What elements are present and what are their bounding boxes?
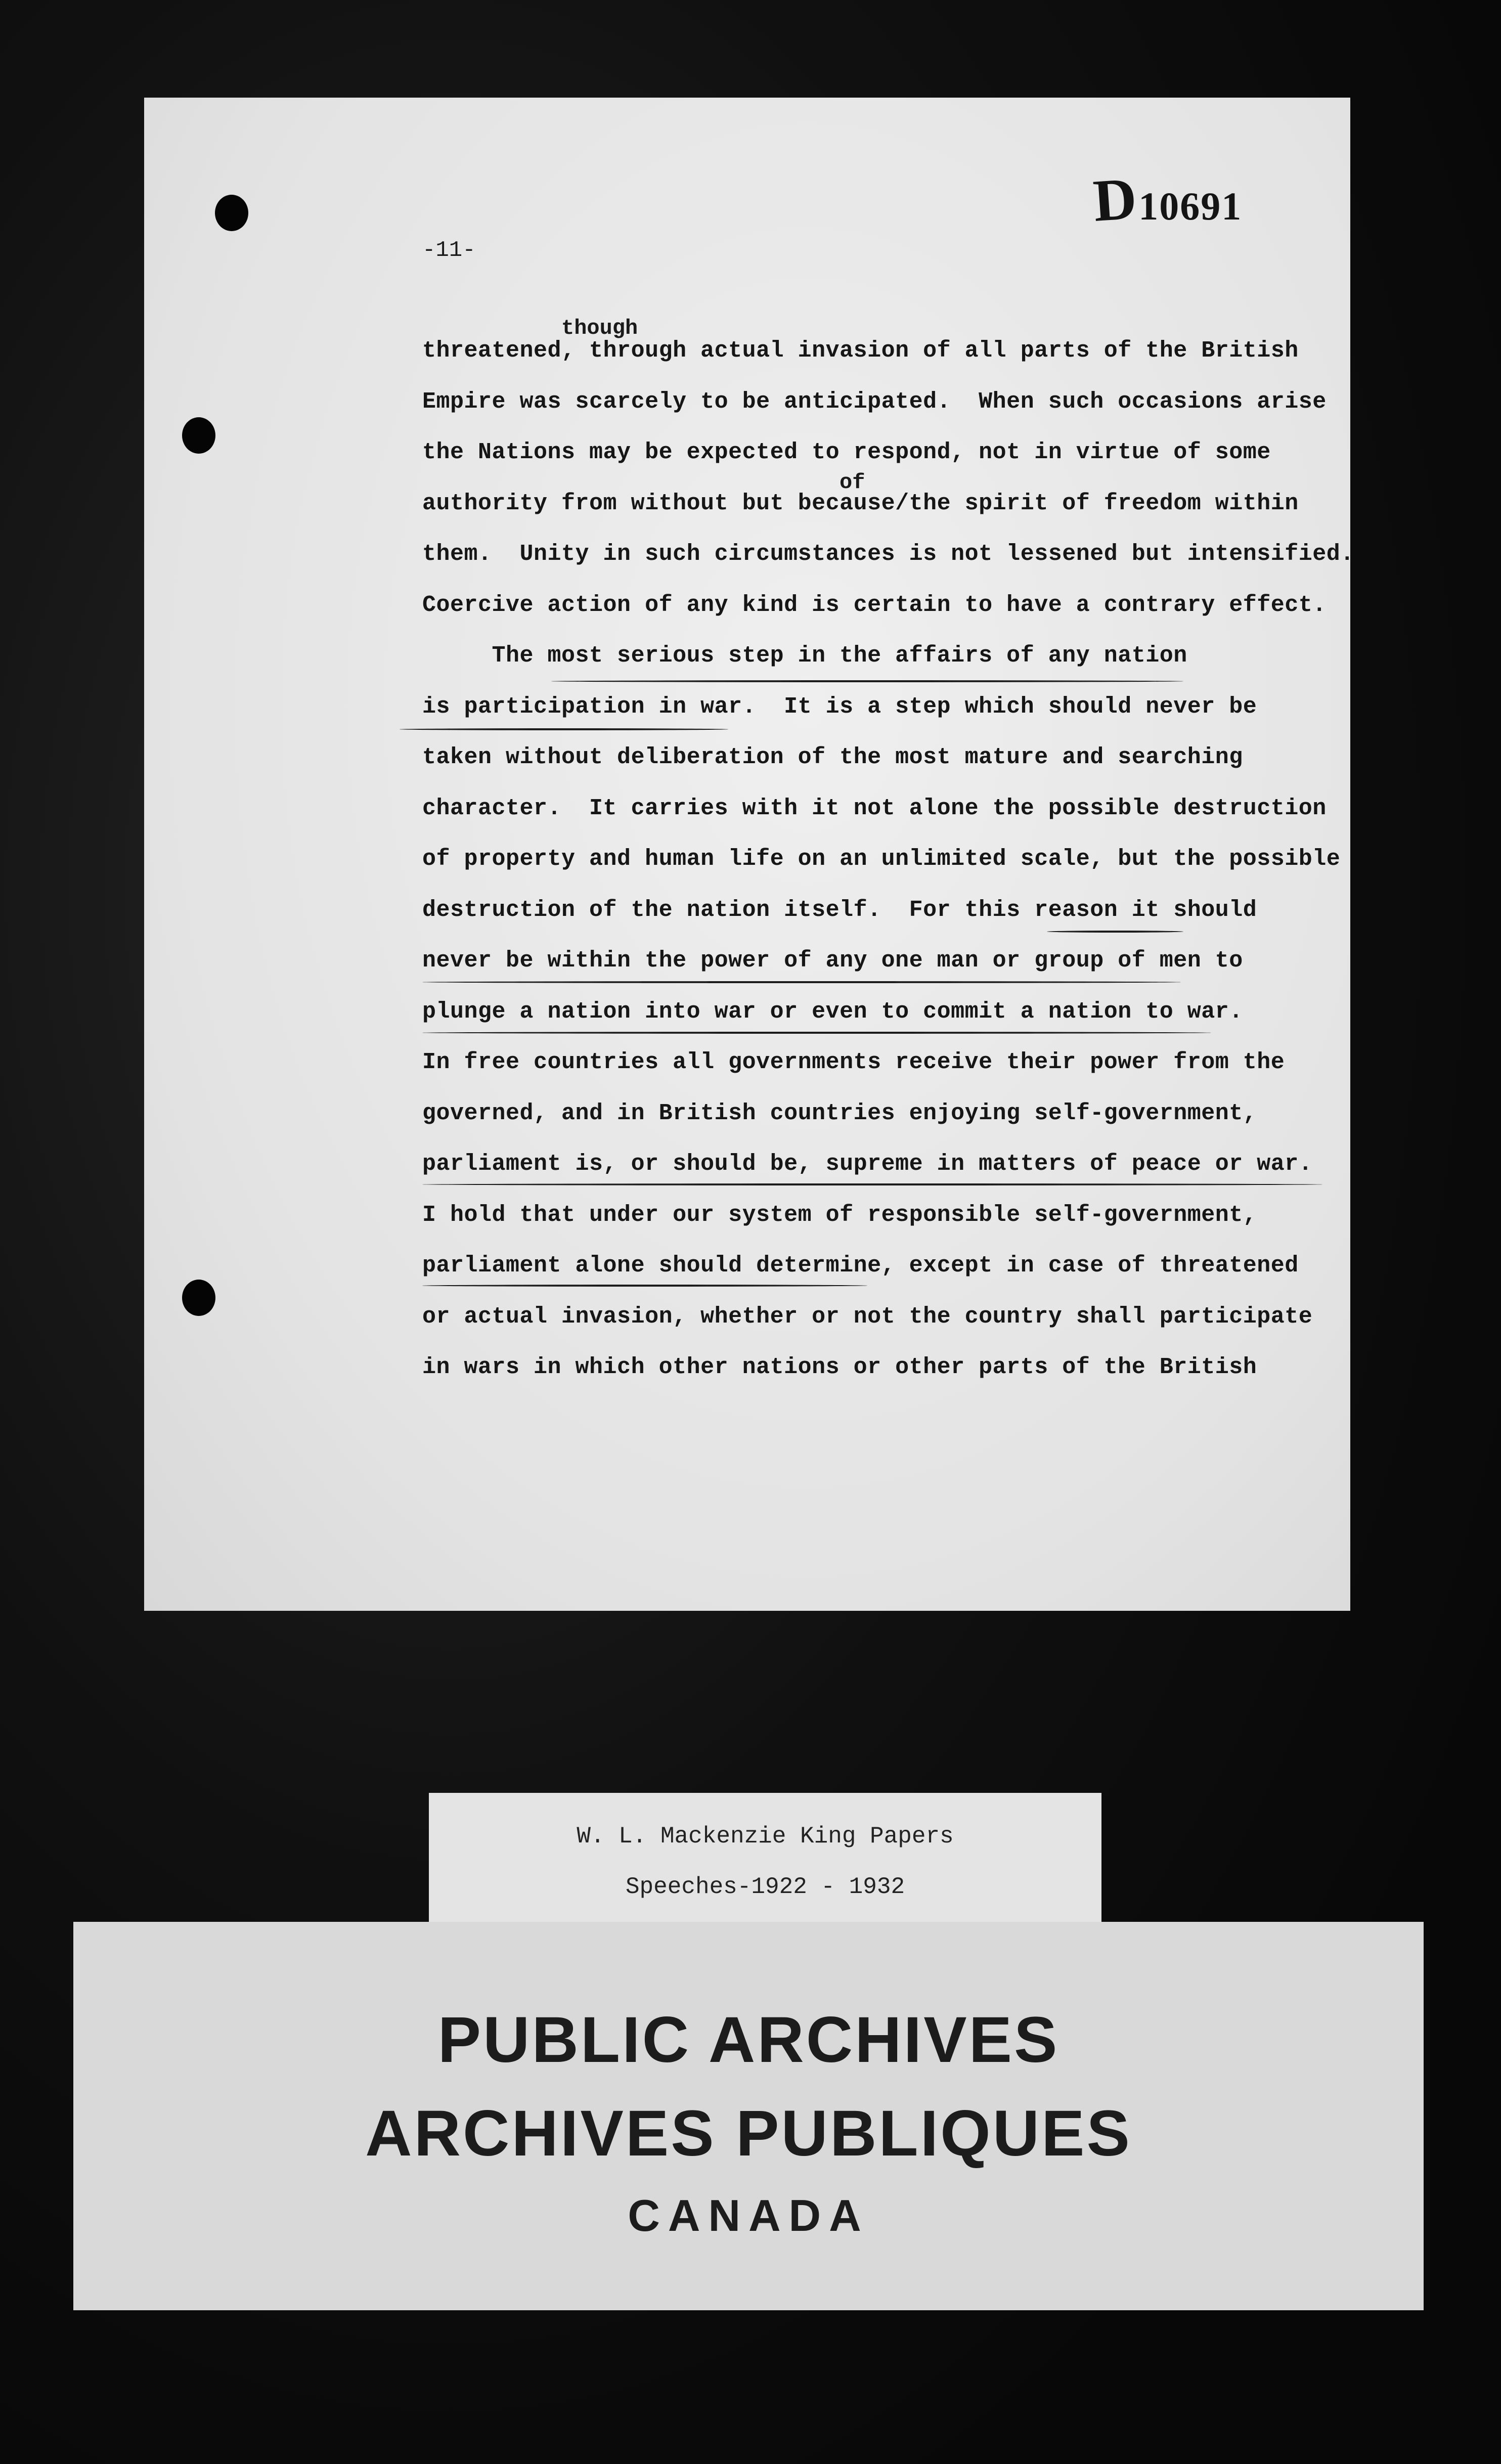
collection-series: Speeches-1922 - 1932 <box>625 1874 905 1900</box>
body-line: destruction of the nation itself. For this reason it should <box>422 897 1257 923</box>
body-line: never be within the power of any one man or group of men to <box>422 948 1243 974</box>
body-line: The most serious step in the affairs of any nation <box>422 643 1187 669</box>
underline-3 <box>1047 931 1183 933</box>
archive-line-country: CANADA <box>628 2190 869 2240</box>
page-number: -11- <box>422 238 476 263</box>
underline-5 <box>422 1032 1211 1034</box>
archive-line-english: PUBLIC ARCHIVES <box>437 2004 1059 2076</box>
archive-stamp <box>73 1922 1424 2310</box>
handwritten-of: of <box>840 470 865 495</box>
body-line: in wars in which other nations or other parts of the British <box>422 1354 1257 1380</box>
underline-6 <box>422 1183 1322 1185</box>
body-line: I hold that under our system of responsible self-government, <box>422 1202 1257 1228</box>
body-line: of property and human life on an unlimited scale, but the possible <box>422 846 1341 872</box>
underline-7 <box>422 1285 867 1287</box>
body-line: parliament is, or should be, supreme in matters of peace or war. <box>422 1151 1313 1177</box>
handwritten-though: though <box>561 316 638 340</box>
body-line: plunge a nation into war or even to commit a nation to war. <box>422 998 1243 1025</box>
body-line: taken without deliberation of the most mature and searching <box>422 744 1243 770</box>
underline-4 <box>422 981 1181 983</box>
body-line: Empire was scarcely to be anticipated. When such occasions arise <box>422 388 1327 415</box>
underline-1 <box>551 680 1183 682</box>
body-line: Coercive action of any kind is certain to have a contrary effect. <box>422 592 1327 618</box>
collection-label <box>429 1793 1101 1922</box>
body-line: is participation in war. It is a step which should never be <box>422 693 1257 720</box>
stamp-number: 10691 <box>1138 184 1243 228</box>
punch-hole-middle <box>182 417 215 454</box>
body-line: them. Unity in such circumstances is not lessened but intensified. <box>422 541 1354 567</box>
punch-hole-bottom <box>182 1280 215 1316</box>
body-line: parliament alone should determine, except in case of threatened <box>422 1253 1299 1279</box>
body-line: or actual invasion, whether or not the country shall participate <box>422 1303 1313 1330</box>
body-line: authority from without but because/the spirit of freedom within <box>422 490 1299 516</box>
body-line: character. It carries with it not alone the possible destruction <box>422 795 1327 821</box>
collection-name: W. L. Mackenzie King Papers <box>577 1823 954 1850</box>
body-line: the Nations may be expected to respond, not in virtue of some <box>422 439 1271 465</box>
punch-hole-top <box>215 195 248 231</box>
body-line: threatened, through actual invasion of all parts of the British <box>422 338 1299 364</box>
body-line: In free countries all governments receive their power from the <box>422 1049 1285 1075</box>
document-id-stamp <box>1093 165 1242 234</box>
body-line: governed, and in British countries enjoying self-government, <box>422 1100 1257 1126</box>
archive-line-french: ARCHIVES PUBLIQUES <box>365 2097 1132 2170</box>
stamp-prefix: D <box>1091 165 1140 234</box>
underline-2 <box>400 728 728 730</box>
